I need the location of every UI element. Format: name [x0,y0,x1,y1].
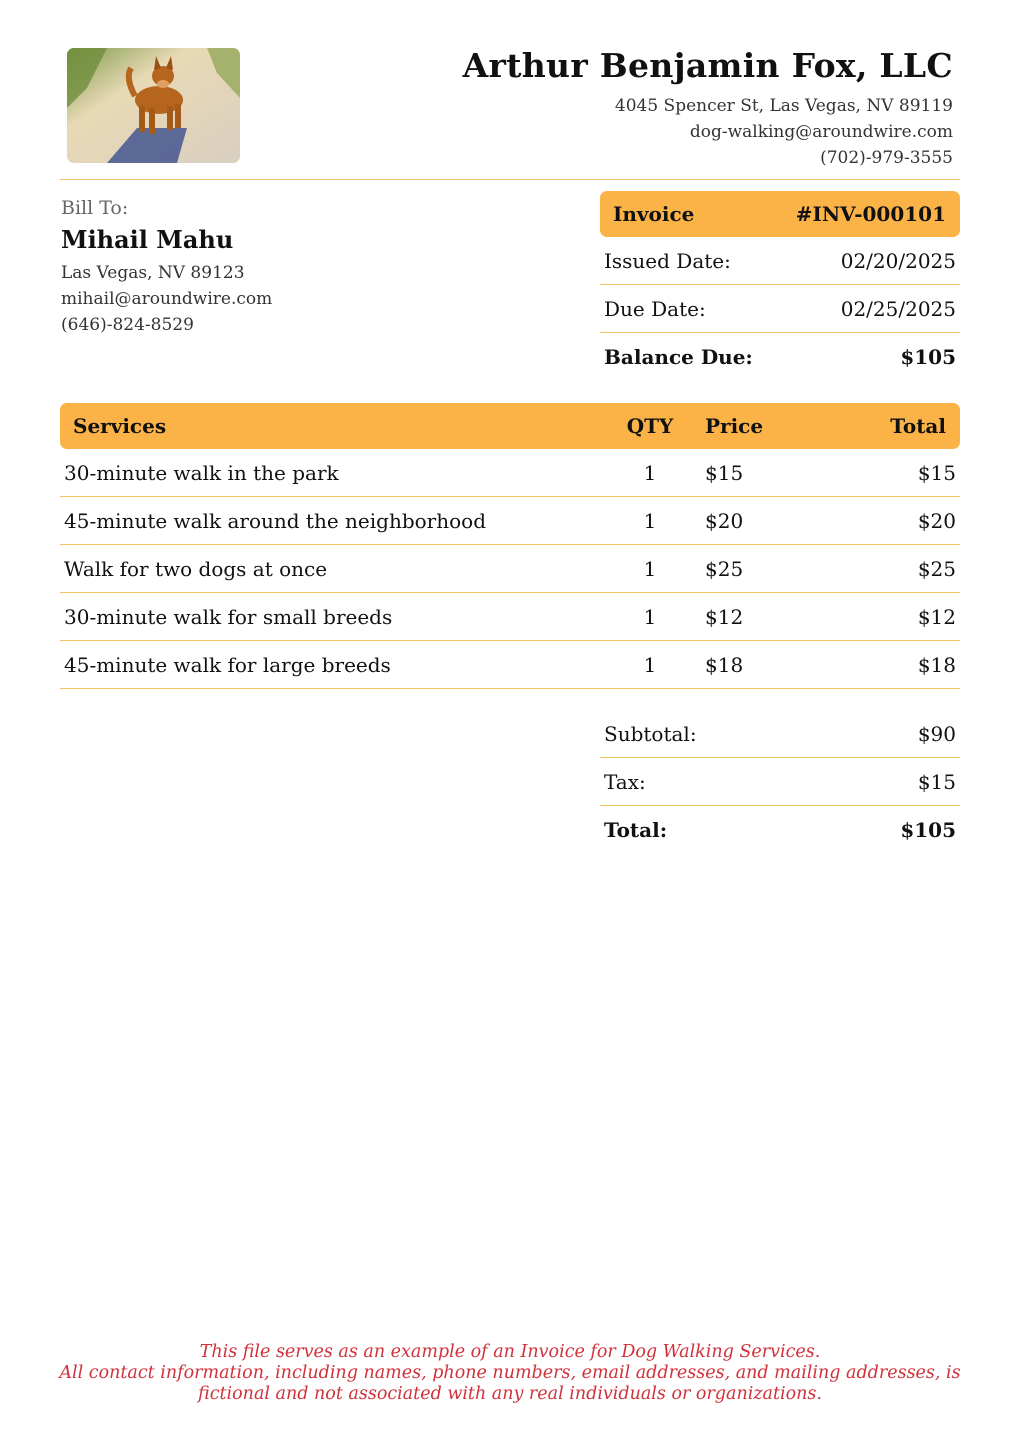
tax-label: Tax: [604,769,646,794]
bill-to-label: Bill To: [61,197,129,219]
disclaimer-line-2: All contact information, including names, phone numbers, email addresses, and mailing addresses, is [59,1363,961,1383]
service-qty: 1 [643,652,657,677]
services-table-header [60,403,960,449]
totals-section [600,710,960,853]
service-total: $25 [917,556,956,581]
due-date-row [600,285,960,333]
service-total: $12 [917,604,956,629]
company-address: 4045 Spencer St, Las Vegas, NV 89119 [614,96,953,116]
invoice-header-bar [600,191,960,237]
tax-row [600,758,960,806]
header-qty: QTY [626,414,674,438]
client-name: Mihail Mahu [61,225,234,254]
bill-to-section [61,197,272,338]
services-table [60,403,960,689]
disclaimer-line-3: fictional and not associated with any real individuals or organizations. [198,1384,822,1404]
service-price: $25 [705,556,744,581]
service-description: 45-minute walk for large breeds [64,652,391,677]
total-value: $105 [900,817,956,842]
balance-due-value: $105 [900,344,956,369]
table-row [60,497,960,545]
subtotal-value: $90 [917,721,956,746]
invoice-details [600,191,960,380]
invoice-label: Invoice [613,202,695,226]
service-qty: 1 [643,604,657,629]
header-services: Services [73,414,167,438]
company-email[interactable]: dog-walking@aroundwire.com [689,122,953,142]
disclaimer-line-1: This file serves as an example of an Invoice for Dog Walking Services. [199,1342,821,1362]
issued-date-label: Issued Date: [604,248,731,273]
total-label: Total: [604,817,668,842]
header-divider [60,179,960,180]
due-date-label: Due Date: [604,296,706,321]
total-row [600,806,960,853]
disclaimer-footer [0,1342,1020,1405]
company-phone[interactable]: (702)-979-3555 [820,148,953,168]
dog-photo-icon [67,48,240,163]
client-email[interactable]: mihail@aroundwire.com [61,289,273,309]
header-price: Price [705,414,764,438]
service-qty: 1 [643,556,657,581]
issued-date-row [600,237,960,285]
issued-date-value: 02/20/2025 [840,248,956,273]
service-price: $18 [705,652,744,677]
due-date-value: 02/25/2025 [840,296,956,321]
service-price: $12 [705,604,744,629]
table-row [60,641,960,689]
subtotal-row [600,710,960,758]
tax-value: $15 [917,769,956,794]
client-phone[interactable]: (646)-824-8529 [61,315,194,335]
service-description: 30-minute walk in the park [64,460,339,485]
subtotal-label: Subtotal: [604,721,697,746]
service-qty: 1 [643,508,657,533]
table-row [60,545,960,593]
service-price: $15 [705,460,744,485]
service-description: 30-minute walk for small breeds [64,604,393,629]
service-total: $20 [917,508,956,533]
balance-due-label: Balance Due: [604,344,753,369]
client-address: Las Vegas, NV 89123 [61,263,245,283]
header-total: Total [890,414,946,438]
company-name: Arthur Benjamin Fox, LLC [462,46,953,85]
service-description: Walk for two dogs at once [64,556,328,581]
invoice-number: #INV-000101 [795,202,946,226]
table-row [60,449,960,497]
service-total: $15 [917,460,956,485]
service-total: $18 [917,652,956,677]
balance-due-row [600,333,960,380]
company-info [463,46,953,171]
service-description: 45-minute walk around the neighborhood [64,508,487,533]
service-qty: 1 [643,460,657,485]
table-row [60,593,960,641]
service-price: $20 [705,508,744,533]
